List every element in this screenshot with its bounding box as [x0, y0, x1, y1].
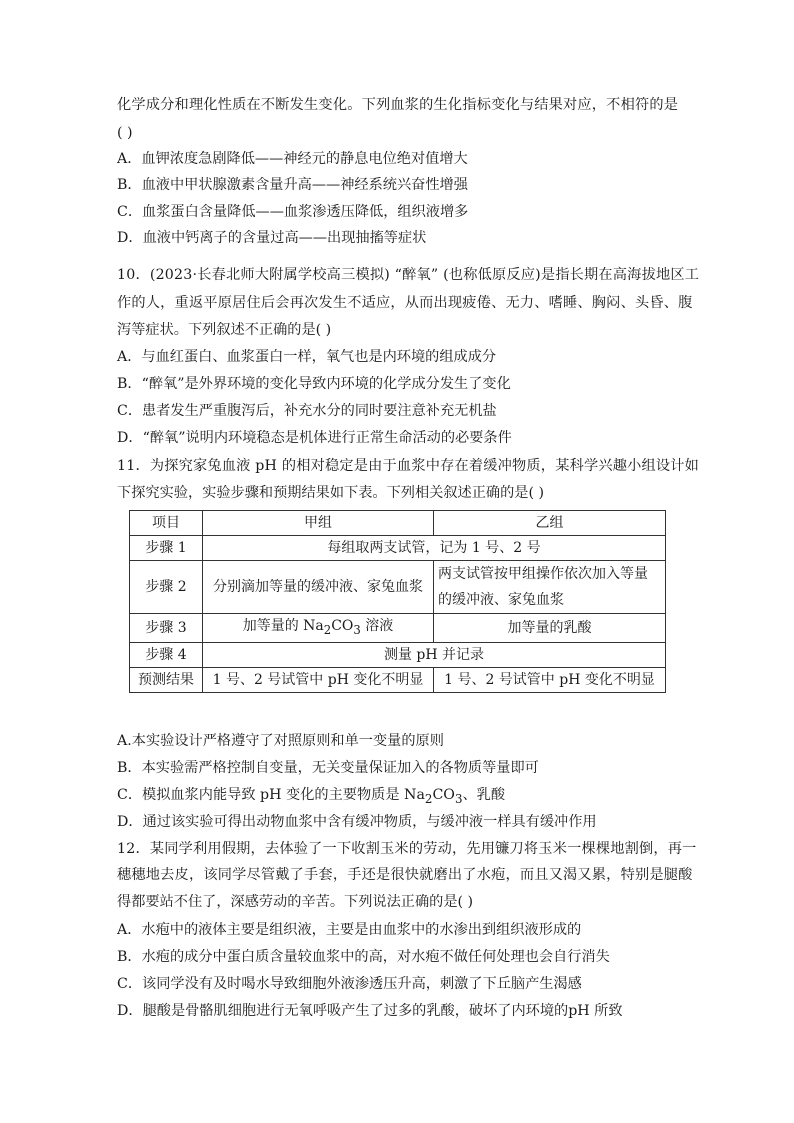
- step4-label: 步骤 4: [130, 642, 203, 667]
- step1-label: 步骤 1: [130, 536, 203, 561]
- q12-option-d: D．腿酸是骨骼肌细胞进行无氧呼吸产生了过多的乳酸，破坏了内环境的pH 所致: [117, 1003, 623, 1019]
- result-yi: 1 号、2 号试管中 pH 变化不明显: [434, 667, 666, 692]
- step3-yi: 加等量的乳酸: [434, 614, 666, 643]
- q10-option-a: A．与血红蛋白、血浆蛋白一样，氧气也是内环境的组成成分: [117, 349, 497, 365]
- step4-content: 测量 pH 并记录: [203, 642, 666, 667]
- header-group-yi: 乙组: [434, 511, 666, 536]
- q9-option-a: A．血钾浓度急剧降低——神经元的静息电位绝对值增大: [117, 151, 468, 167]
- q9-stem-line1: 化学成分和理化性质在不断发生变化。下列血浆的生化指标变化与结果对应，不相符的是: [117, 97, 679, 113]
- q12-stem-line3: 得都要站不住了，深感劳动的辛苦。下列说法正确的是( ): [117, 894, 474, 910]
- q11-option-a: A.本实验设计严格遵守了对照原则和单一变量的原则: [117, 733, 444, 749]
- q12-option-a: A．水疱中的液体主要是组织液，主要是由血浆中的水渗出到组织液形成的: [117, 922, 582, 938]
- q12-stem-line2: 穗穗地去皮，该同学尽管戴了手套，手还是很快就磨出了水疱，而且又渴又累，特别是腿酸: [117, 867, 693, 883]
- q11-option-c: C．模拟血浆内能导致 pH 变化的主要物质是 $Na_2CO_3$、乳酸: [117, 787, 506, 806]
- q10-option-c: C．患者发生严重腹泻后，补充水分的同时要注意补充无机盐: [117, 403, 497, 419]
- header-item: 项目: [130, 511, 203, 536]
- q12-option-c: C．该同学没有及时喝水导致细胞外液渗透压升高，刺激了下丘脑产生渴感: [117, 976, 582, 992]
- result-label: 预测结果: [130, 667, 203, 692]
- step2-jia: 分别滴加等量的缓冲液、家兔血浆: [203, 561, 434, 614]
- table-header-row: [130, 511, 666, 536]
- q12-stem-line1: 12．某同学利用假期，去体验了一下收割玉米的劳动，先用镰刀将玉米一棵棵地割倒，再一: [117, 841, 697, 857]
- q9-option-b: B．血液中甲状腺激素含量升高——神经系统兴奋性增强: [117, 177, 468, 193]
- step1-content: 每组取两支试管，记为 1 号、2 号: [203, 536, 666, 561]
- header-group-jia: 甲组: [203, 511, 434, 536]
- table-row-result: [130, 667, 666, 692]
- table-row-step4: [130, 642, 666, 667]
- step3-jia: 加等量的 $Na_2CO_3$ 溶液: [203, 614, 434, 643]
- step2-yi-line2: 的缓冲液、家兔血浆: [438, 592, 564, 608]
- step2-yi-line1: 两支试管按甲组操作依次加入等量: [438, 566, 648, 582]
- table-row-step1: [130, 536, 666, 561]
- q10-option-b: B．“醉氧”是外界环境的变化导致内环境的化学成分发生了变化: [117, 376, 511, 392]
- step2-label: 步骤 2: [130, 561, 203, 614]
- q11-stem-line1: 11．为探究家兔血液 pH 的相对稳定是由于血浆中存在着缓冲物质，某科学兴趣小组设计如: [117, 458, 700, 474]
- result-jia: 1 号、2 号试管中 pH 变化不明显: [203, 667, 434, 692]
- q10-option-d: D．“醉氧”说明内环境稳态是机体进行正常生命活动的必要条件: [117, 430, 512, 446]
- q9-stem-line2: ( ): [117, 125, 133, 141]
- q9-option-d: D．血液中钙离子的含量过高——出现抽搐等症状: [117, 230, 427, 246]
- q11-option-b: B．本实验需严格控制自变量，无关变量保证加入的各物质等量即可: [117, 760, 539, 776]
- q12-option-b: B．水疱的成分中蛋白质含量较血浆中的高，对水疱不做任何处理也会自行消失: [117, 949, 610, 965]
- q11-stem-line2: 下探究实验，实验步骤和预期结果如下表。下列相关叙述正确的是( ): [117, 485, 545, 501]
- q11-option-d: D．通过该实验可得出动物血浆中含有缓冲物质，与缓冲液一样具有缓冲作用: [117, 814, 597, 830]
- q9-option-c: C．血浆蛋白含量降低——血浆渗透压降低，组织液增多: [117, 204, 469, 220]
- table-row-step3: [130, 614, 666, 643]
- q10-stem-line2: 作的人，重返平原居住后会再次发生不适应，从而出现疲倦、无力、嗜睡、胸闷、头昏、腹: [117, 295, 693, 311]
- q10-stem-line1: 10．(2023·长春北师大附属学校高三模拟) “醉氧” (也称低原反应)是指长期在高海拔地区工: [117, 267, 700, 283]
- table-row-step2: [130, 561, 666, 614]
- q10-stem-line3: 泻等症状。下列叙述不正确的是( ): [117, 322, 332, 338]
- step3-label: 步骤 3: [130, 614, 203, 643]
- step2-yi: [434, 561, 666, 614]
- experiment-table: [129, 510, 666, 693]
